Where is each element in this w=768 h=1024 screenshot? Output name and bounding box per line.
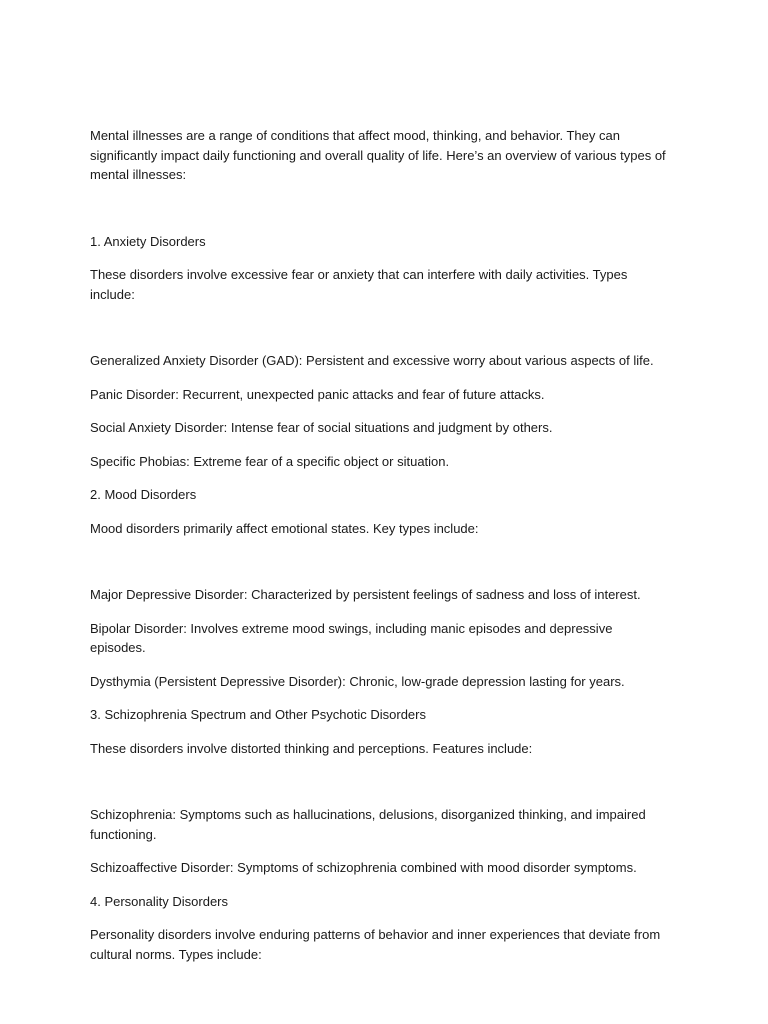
list-item: Social Anxiety Disorder: Intense fear of social situations and judgment by others.	[90, 420, 553, 435]
section-lead-schizophrenia: These disorders involve distorted thinking and perceptions. Features include:	[90, 740, 533, 756]
list-item: Schizophrenia: Symptoms such as hallucinations, delusions, disorganized thinking, and impaired functioning.	[90, 807, 646, 842]
list-item: Bipolar Disorder: Involves extreme mood swings, including manic episodes and depressive episodes.	[90, 620, 613, 655]
list-item: Generalized Anxiety Disorder (GAD): Persistent and excessive worry about various aspects of life.	[90, 353, 654, 368]
list-item: Major Depressive Disorder: Characterized by persistent feelings of sadness and loss of interest.	[90, 587, 641, 602]
intro-paragraph: Mental illnesses are a range of conditions that affect mood, thinking, and behavior. They can significantly impact daily functioning and overall quality of life. Here’s an overview of various types of mental illnesses:	[90, 128, 666, 182]
list-item: Panic Disorder: Recurrent, unexpected panic attacks and fear of future attacks.	[90, 386, 545, 402]
list-item: Specific Phobias: Extreme fear of a specific object or situation.	[90, 453, 450, 469]
section-heading-personality: 4. Personality Disorders	[90, 893, 228, 909]
section-lead-anxiety: These disorders involve excessive fear or anxiety that can interfere with daily activities. Types include:	[90, 267, 628, 302]
section-lead-mood: Mood disorders primarily affect emotional states. Key types include:	[90, 520, 479, 536]
section-lead-personality: Personality disorders involve enduring patterns of behavior and inner experiences that deviate from cultural norms. Types include:	[90, 927, 661, 962]
section-heading-mood: 2. Mood Disorders	[90, 487, 197, 502]
section-heading-anxiety: 1. Anxiety Disorders	[90, 233, 206, 249]
list-item: Schizoaffective Disorder: Symptoms of schizophrenia combined with mood disorder symptoms.	[90, 860, 637, 875]
section-heading-schizophrenia: 3. Schizophrenia Spectrum and Other Psychotic Disorders	[90, 707, 426, 722]
list-item: Dysthymia (Persistent Depressive Disorder): Chronic, low-grade depression lasting for years.	[90, 673, 625, 689]
